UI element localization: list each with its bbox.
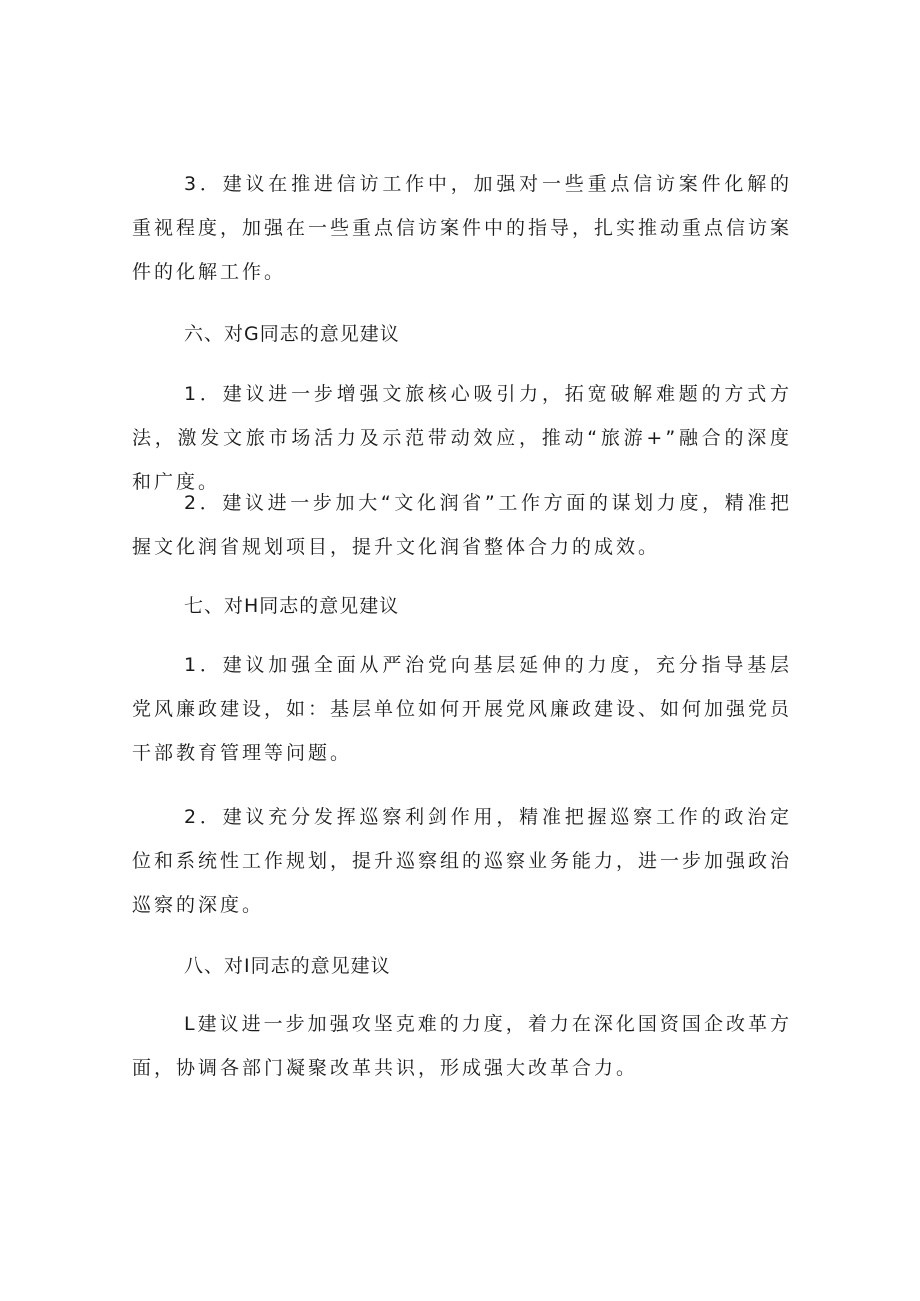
section-heading-i: [132, 944, 792, 988]
paragraph-text: 2．建议进一步加大“文化润省”工作方面的谋划力度，精准把握文化润省规划项目，提升文化润省整体合力的成效。: [132, 492, 792, 558]
paragraph-text: 3．建议在推进信访工作中，加强对一些重点信访案件化解的重视程度，加强在一些重点信访案件中的指导，扎实推动重点信访案件的化解工作。: [132, 173, 793, 283]
heading-text: 八、对I同志的意见建议: [184, 955, 391, 977]
suggestion-paragraph-h-1: [132, 643, 792, 775]
heading-text: 七、对H同志的意见建议: [184, 595, 400, 617]
suggestion-paragraph-h-2: [132, 795, 792, 927]
suggestion-paragraph-petitions: [132, 162, 792, 294]
paragraph-text: 1．建议加强全面从严治党向基层延伸的力度，充分指导基层党风廉政建设，如：基层单位如何开展党风廉政建设、如何加强党员干部教育管理等问题。: [132, 654, 793, 764]
paragraph-text: 1．建议进一步增强文旅核心吸引力，拓宽破解难题的方式方法，激发文旅市场活力及示范带动效应，推动“旅游+”融合的深度和广度。: [132, 383, 792, 493]
suggestion-paragraph-i-1: [132, 1002, 792, 1090]
paragraph-text: 2．建议充分发挥巡察利剑作用，精准把握巡察工作的政治定位和系统性工作规划，提升巡察组的巡察业务能力，进一步加强政治巡察的深度。: [132, 806, 793, 916]
section-heading-h: [132, 584, 792, 628]
section-heading-g: [132, 312, 792, 356]
paragraph-text: L建议进一步加强攻坚克难的力度，着力在深化国资国企改革方面，协调各部门凝聚改革共识，形成强大改革合力。: [132, 1013, 792, 1079]
heading-text: 六、对G同志的意见建议: [184, 323, 400, 345]
suggestion-paragraph-g-2: [132, 481, 792, 569]
